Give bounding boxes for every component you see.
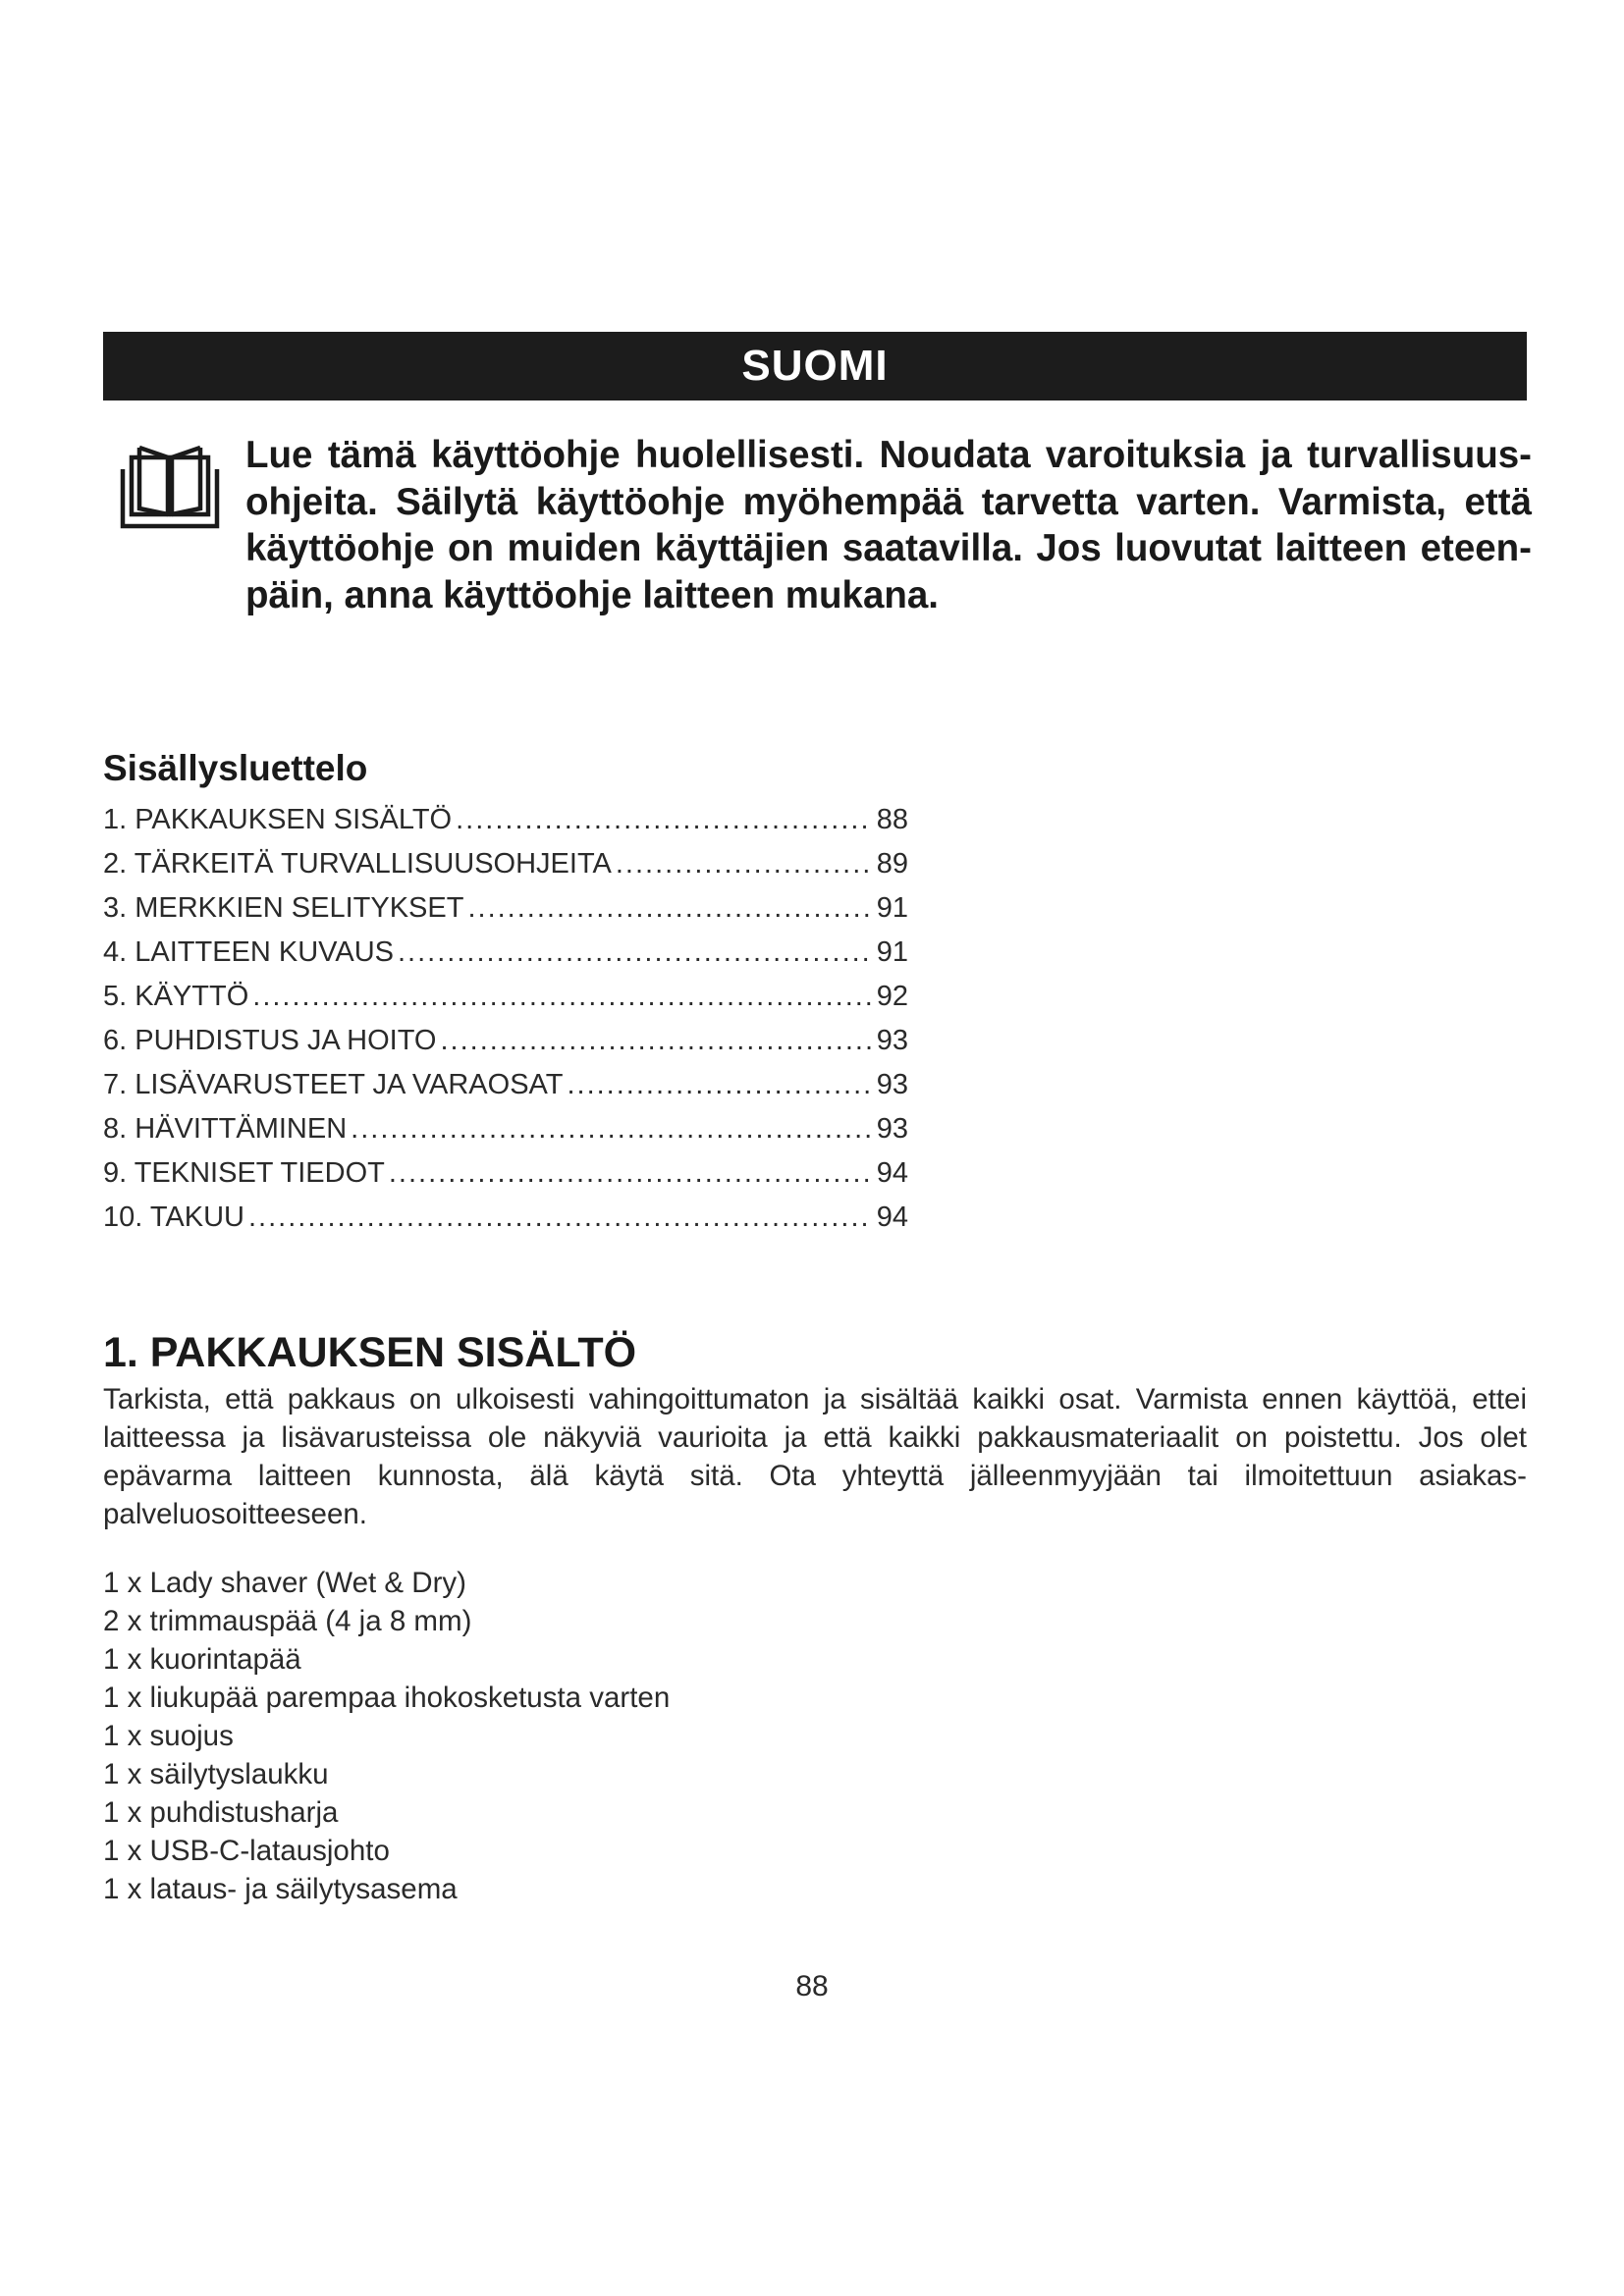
toc-entry[interactable] (103, 842, 908, 886)
toc-entry[interactable] (103, 798, 908, 842)
toc-leader-dots (351, 1107, 873, 1151)
toc-entry-page: 89 (876, 848, 908, 880)
package-contents-list (103, 1564, 670, 1908)
safety-notice-text: Lue tämä käyttöohje huolellisesti. Noudata varoituksia ja turvallisuusohjeita. Säilytä käyttöohje myöhempää tarvetta varten. Varmista, että käyttöohje on muiden käyttäjien saatavilla. Jos luovutat laitteen eteenpäin, anna käyttöohje laitteen mukana. (245, 434, 1532, 616)
toc-leader-dots (440, 1019, 872, 1063)
list-item: 1 x säilytyslaukku (103, 1758, 329, 1790)
language-banner: SUOMI (103, 332, 1527, 400)
toc-entry-page: 93 (876, 1025, 908, 1056)
toc-entry-label: 8. HÄVITTÄMINEN (103, 1113, 348, 1145)
toc-entry-label: 5. KÄYTTÖ (103, 981, 249, 1012)
toc-leader-dots (389, 1151, 873, 1196)
toc-entry[interactable] (103, 886, 908, 931)
list-item: 1 x suojus (103, 1720, 234, 1752)
list-item: 1 x lataus- ja säilytysasema (103, 1873, 458, 1905)
toc-entry[interactable] (103, 1151, 908, 1196)
toc-entry-page: 88 (876, 804, 908, 835)
toc-title: Sisällysluettelo (103, 748, 368, 788)
toc-leader-dots (616, 842, 873, 886)
list-item: 1 x kuorintapää (103, 1643, 301, 1676)
toc-entry-page: 92 (876, 981, 908, 1012)
toc-entry-page: 91 (876, 936, 908, 968)
toc-entry-label: 3. MERKKIEN SELITYKSET (103, 892, 464, 924)
toc-leader-dots (248, 1196, 873, 1240)
toc-entry-label: 4. LAITTEEN KUVAUS (103, 936, 394, 968)
toc-entry-label: 1. PAKKAUKSEN SISÄLTÖ (103, 804, 453, 835)
toc-entry[interactable] (103, 931, 908, 975)
list-item: 1 x puhdistusharja (103, 1796, 339, 1829)
section-heading: 1. PAKKAUKSEN SISÄLTÖ (103, 1329, 637, 1376)
list-item: 1 x Lady shaver (Wet & Dry) (103, 1567, 466, 1599)
toc-entry[interactable] (103, 1196, 908, 1240)
toc-entry-page: 94 (876, 1157, 908, 1189)
toc-entry-label: 9. TEKNISET TIEDOT (103, 1157, 385, 1189)
toc-entry-label: 6. PUHDISTUS JA HOITO (103, 1025, 437, 1056)
toc-leader-dots (456, 798, 873, 842)
page-number: 88 (795, 1970, 829, 2002)
toc-leader-dots (467, 886, 872, 931)
toc-leader-dots (252, 975, 872, 1019)
toc-entry-label: 7. LISÄVARUSTEET JA VARAOSAT (103, 1069, 564, 1100)
table-of-contents (103, 798, 908, 1240)
toc-entry-page: 93 (876, 1069, 908, 1100)
section-body-text: Tarkista, että pakkaus on ulkoisesti vahingoittumaton ja sisältää kaikki osat. Varmista ennen käyttöä, ettei laitteessa ja lisävarusteissa ole näkyviä vaurioita ja että kaikki pakkausmateriaalit on poistettu. Jos olet epävarma laitteen kunnosta, älä käytä sitä. Ota yhteyttä jälleenmyyjään tai ilmoitettuun asiakaspalveluosoitteeseen. (103, 1383, 1527, 1530)
toc-entry-page: 91 (876, 892, 908, 924)
toc-entry[interactable] (103, 975, 908, 1019)
toc-entry-label: 10. TAKUU (103, 1201, 244, 1233)
toc-entry-page: 93 (876, 1113, 908, 1145)
list-item: 2 x trimmauspää (4 ja 8 mm) (103, 1605, 472, 1637)
toc-leader-dots (398, 931, 873, 975)
open-book-icon (120, 444, 220, 530)
list-item: 1 x USB-C-latausjohto (103, 1835, 390, 1867)
toc-leader-dots (567, 1063, 872, 1107)
list-item: 1 x liukupää parempaa ihokosketusta varten (103, 1682, 671, 1714)
toc-entry[interactable] (103, 1063, 908, 1107)
toc-entry[interactable] (103, 1019, 908, 1063)
toc-entry-page: 94 (876, 1201, 908, 1233)
toc-entry-label: 2. TÄRKEITÄ TURVALLISUUSOHJEITA (103, 848, 612, 880)
toc-entry[interactable] (103, 1107, 908, 1151)
